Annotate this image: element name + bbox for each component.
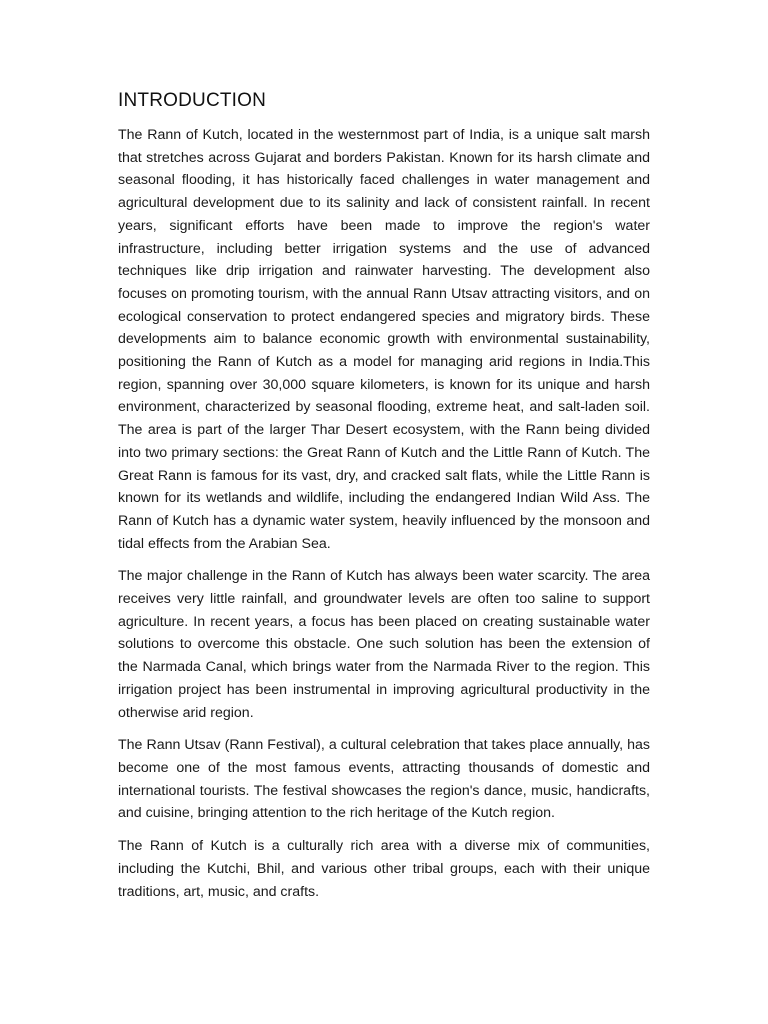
paragraph-communities: The Rann of Kutch is a culturally rich area with a diverse mix of communities, including the Kutchi, Bhil, and various other tribal groups, each with their unique traditions, art, music, and crafts.	[118, 838, 650, 900]
paragraph-rann-utsav: The Rann Utsav (Rann Festival), a cultural celebration that takes place annually, has become one of the most famous events, attracting thousands of domestic and international tourists. The festival showcases the region's dance, music, handicrafts, and cuisine, bringing attention to the rich heritage of the Kutch region.	[118, 737, 650, 822]
paragraph-water-scarcity: The major challenge in the Rann of Kutch has always been water scarcity. The area receives very little rainfall, and groundwater levels are often too saline to support agriculture. In recent years, a focus has been placed on creating sustainable water solutions to overcome this obstacle. One such solution has been the extension of the Narmada Canal, which brings water from the Narmada River to the region. This irrigation project has been instrumental in improving agricultural productivity in the otherwise arid region.	[118, 568, 650, 721]
document-page	[118, 88, 650, 913]
section-heading: INTRODUCTION	[118, 90, 267, 111]
paragraph-overview: The Rann of Kutch, located in the westernmost part of India, is a unique salt marsh that stretches across Gujarat and borders Pakistan. Known for its harsh climate and seasonal flooding, it has historically faced challenges in water management and agricultural development due to its salinity and lack of consistent rainfall. In recent years, significant efforts have been made to improve the region's water infrastructure, including better irrigation systems and the use of advanced techniques like drip irrigation and rainwater harvesting. The development also focuses on promoting tourism, with the annual Rann Utsav attracting visitors, and on ecological conservation to protect endangered species and migratory birds. These developments aim to balance economic growth with environmental sustainability, positioning the Rann of Kutch as a model for managing arid regions in India.This region, spanning over 30,000 square kilometers, is known for its unique and harsh environment, characterized by seasonal flooding, extreme heat, and salt-laden soil. The area is part of the larger Thar Desert ecosystem, with the Rann being divided into two primary sections: the Great Rann of Kutch and the Little Rann of Kutch. The Great Rann is famous for its vast, dry, and cracked salt flats, while the Little Rann is known for its wetlands and wildlife, including the endangered Indian Wild Ass. The Rann of Kutch has a dynamic water system, heavily influenced by the monsoon and tidal effects from the Arabian Sea.	[118, 127, 650, 552]
